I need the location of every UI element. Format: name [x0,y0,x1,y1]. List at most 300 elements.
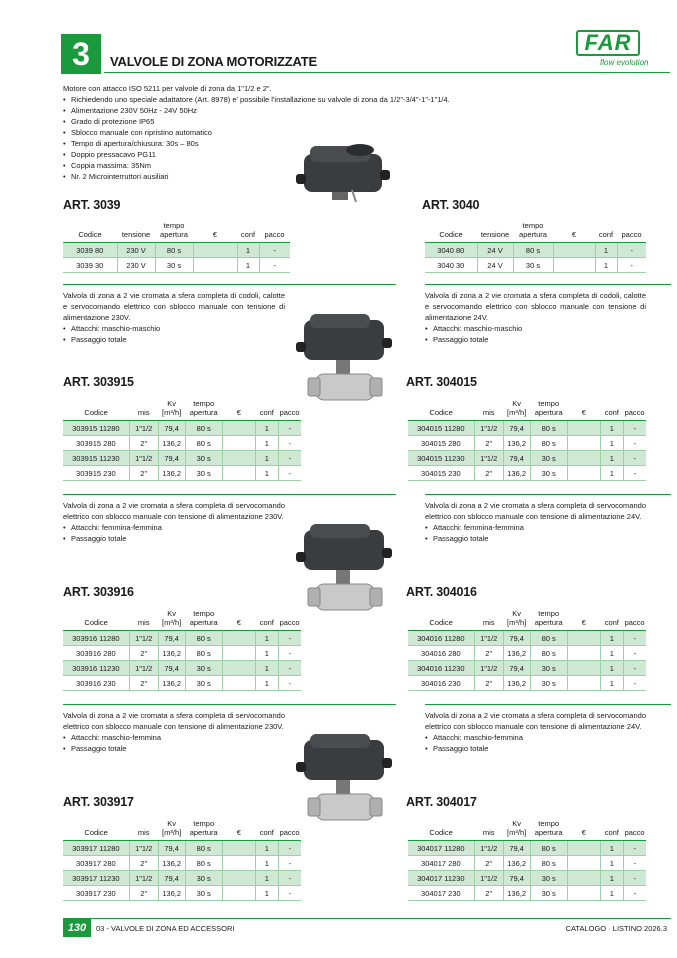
product-table [63,609,301,691]
header-line: pacco [279,618,300,627]
col-conf: conf [237,221,259,243]
header-line: Codice [429,618,453,627]
cell-kv: 136,2 [503,646,530,661]
cell-pacco: - [278,886,301,901]
cell-tempo: 80 s [185,436,222,451]
cell-conf: 1 [255,871,278,886]
description-text: Valvola di zona a 2 vie cromata a sfera completa di servocomando elettrico con sblocco manuale con tensione di alimentazione 24V. [425,501,646,521]
cell-kv: 79,4 [503,841,530,856]
cell-codice: 304016 280 [408,646,474,661]
feature-bullet: • Passaggio totale [63,533,285,544]
intro-bullet: • Richiedendo uno speciale adattatore (Art. 8978) e' possibile l'installazione su valvole di zona da 1/2"-3/4"-1"-1"1/4. [63,94,583,105]
art-title: ART. 303916 [63,585,134,599]
cell-pacco: - [623,466,646,481]
cell-pacco: - [617,258,646,273]
cell-conf: 1 [595,258,617,273]
cell-kv: 136,2 [158,646,185,661]
header-line: pacco [624,408,645,417]
col-tempo [185,609,222,631]
cell-price [567,886,600,901]
cell-price [222,661,255,676]
intro-first-line: Motore con attacco ISO 5211 per valvole di zona da 1"1/2 e 2". [63,84,272,93]
col-tempo [185,819,222,841]
cell-tempo: 30 s [185,871,222,886]
header-line: pacco [279,408,300,417]
cell-kv: 79,4 [158,871,185,886]
cell-conf: 1 [255,436,278,451]
cell-codice: 304017 230 [408,886,474,901]
cell-kv: 136,2 [503,466,530,481]
table-row [63,646,301,661]
art-title: ART. 303915 [63,375,134,389]
header-line: mis [482,408,495,417]
table-row [63,451,301,466]
valve-description [63,290,285,345]
logo-text: FAR [576,30,640,56]
cell-pacco: - [259,243,290,258]
chapter-number: 3 [61,34,101,74]
table-row [408,871,646,886]
header-line: tempo [193,399,215,408]
cell-price [222,421,255,436]
cell-pacco: - [623,631,646,646]
cell-conf: 1 [600,421,623,436]
header-line: tempo [538,399,560,408]
col-codice: Codice [425,221,477,243]
table-row [408,646,646,661]
header-line: apertura [189,618,218,627]
col-kv [158,609,185,631]
section-rule [425,284,671,285]
cell-tensione: 230 V [117,258,155,273]
cell-pacco: - [617,243,646,258]
col-tempo [530,399,567,421]
art-title: ART. 304017 [406,795,477,809]
col-kv [503,819,530,841]
cell-mis: 2" [474,436,503,451]
header-line: conf [259,618,274,627]
cell-pacco: - [278,466,301,481]
cell-tempo: 80 s [185,856,222,871]
art-title: ART. 304016 [406,585,477,599]
cell-conf: 1 [255,466,278,481]
cell-codice: 303915 11280 [63,421,129,436]
col-tensione: tensione [117,221,155,243]
cell-price [222,451,255,466]
cell-codice: 304015 11280 [408,421,474,436]
cell-codice: 3040 80 [425,243,477,258]
cell-tempo: 30 s [185,466,222,481]
feature-bullet: • Passaggio totale [425,743,646,754]
cell-tempo: 80 s [530,631,567,646]
cell-kv: 136,2 [503,436,530,451]
section-rule [63,494,396,495]
cell-codice: 303915 11230 [63,451,129,466]
col-conf [600,819,623,841]
cell-price [222,676,255,691]
cell-kv: 136,2 [158,436,185,451]
cell-pacco: - [278,421,301,436]
cell-tempo: 30 s [530,676,567,691]
cell-conf: 1 [600,886,623,901]
description-text: Valvola di zona a 2 vie cromata a sfera completa di servocomando elettrico con sblocco manuale con tensione di alimentazione 230V. [63,711,285,731]
cell-price [193,258,237,273]
cell-price [193,243,237,258]
cell-conf: 1 [255,631,278,646]
feature-bullets [425,323,646,345]
product-table [408,819,646,901]
cell-codice: 304016 11280 [408,631,474,646]
cell-conf: 1 [255,661,278,676]
feature-bullet: • Passaggio totale [63,334,285,345]
art-title: ART. 303917 [63,795,134,809]
header-line: conf [604,828,619,837]
col-kv [503,399,530,421]
col-conf [255,399,278,421]
cell-codice: 3039 80 [63,243,117,258]
col-mis [474,609,503,631]
cell-price [222,436,255,451]
cell-tempo: 30 s [185,661,222,676]
col-euro [222,609,255,631]
cell-tempo: 30 s [530,661,567,676]
cell-pacco: - [278,676,301,691]
table-row [63,243,290,258]
intro-bullet: • Nr. 2 Microinterruttori ausiliari [63,171,583,182]
cell-kv: 136,2 [158,856,185,871]
intro-bullet: • Coppia massima: 35Nm [63,160,583,171]
section-rule [63,704,396,705]
cell-price [222,886,255,901]
col-codice [408,609,474,631]
col-codice: Codice [63,221,117,243]
header-line: tempo [538,609,560,618]
cell-tensione: 230 V [117,243,155,258]
table-row [63,841,301,856]
cell-conf: 1 [600,646,623,661]
cell-mis: 1"1/2 [129,421,158,436]
cell-kv: 79,4 [503,661,530,676]
header-line: pacco [624,618,645,627]
cell-codice: 304016 11230 [408,661,474,676]
cell-kv: 79,4 [503,631,530,646]
cell-codice: 303916 11280 [63,631,129,646]
cell-codice: 303916 11230 [63,661,129,676]
cell-price [567,841,600,856]
col-euro [222,399,255,421]
description-text: Valvola di zona a 2 vie cromata a sfera completa di codoli, calotte e servocomando elettrico con sblocco manuale con tensione di alimentazione 230V. [63,291,285,322]
cell-tempo: 80 s [185,631,222,646]
cell-tensione: 24 V [477,258,513,273]
table-row [63,631,301,646]
header-line: pacco [624,828,645,837]
cell-conf: 1 [600,871,623,886]
cell-pacco: - [623,661,646,676]
col-codice [408,399,474,421]
chapter-title: VALVOLE DI ZONA MOTORIZZATE [110,54,317,69]
cell-mis: 1"1/2 [129,451,158,466]
cell-conf: 1 [595,243,617,258]
cell-conf: 1 [600,661,623,676]
cell-mis: 2" [129,856,158,871]
header-line: Codice [429,828,453,837]
cell-mis: 2" [474,676,503,691]
table-row [408,436,646,451]
col-codice [63,819,129,841]
valve-image [290,312,400,422]
header-line: Codice [84,408,108,417]
cell-price [222,841,255,856]
product-table [408,609,646,691]
cell-pacco: - [623,871,646,886]
header-line: € [581,828,586,837]
header-line: apertura [534,618,563,627]
col-tempo: tempo apertura [155,221,193,243]
header-line: Kv [512,819,522,828]
col-pacco: pacco [617,221,646,243]
title-rule [104,72,670,73]
col-pacco [623,609,646,631]
header-line: Codice [84,618,108,627]
valve-image [290,522,400,632]
header-line: Codice [84,828,108,837]
cell-kv: 79,4 [158,841,185,856]
cell-codice: 303915 280 [63,436,129,451]
description-text: Valvola di zona a 2 vie cromata a sfera completa di codoli, calotte e servocomando elettrico con sblocco manuale con tensione di alimentazione 24V. [425,291,646,322]
cell-mis: 1"1/2 [474,451,503,466]
cell-codice: 304016 230 [408,676,474,691]
cell-codice: 303917 280 [63,856,129,871]
product-table-3040 [425,221,646,273]
cell-tempo: 80 s [530,841,567,856]
header-line: mis [137,828,150,837]
col-euro [567,399,600,421]
col-mis [129,819,158,841]
cell-kv: 136,2 [503,676,530,691]
cell-price [553,258,595,273]
header-line: € [236,408,241,417]
cell-price [222,871,255,886]
cell-mis: 1"1/2 [129,841,158,856]
feature-bullet: • Passaggio totale [425,334,646,345]
cell-price [567,856,600,871]
table-row [425,243,646,258]
cell-tempo: 80 s [530,856,567,871]
product-table-3039 [63,221,290,273]
page-number: 130 [63,919,91,937]
table-row [408,841,646,856]
feature-bullet: • Attacchi: maschio-maschio [63,323,285,334]
logo-tagline: flow evolution [600,58,649,67]
cell-kv: 136,2 [158,466,185,481]
cell-pacco: - [278,871,301,886]
description-text: Valvola di zona a 2 vie cromata a sfera completa di servocomando elettrico con sblocco manuale con tensione di alimentazione 24V. [425,711,646,731]
col-euro [567,609,600,631]
header-line: Kv [512,609,522,618]
intro-bullet: • Doppio pressacavo PG11 [63,149,583,160]
table-row [63,466,301,481]
valve-description [63,710,285,754]
cell-tempo: 80 s [530,646,567,661]
cell-tempo: 80 s [185,841,222,856]
header-line: mis [137,618,150,627]
valve-description [425,710,646,754]
feature-bullet: • Attacchi: maschio-femmina [425,732,646,743]
footer-catalog-label: CATALOGO · LISTINO 2026.3 [565,924,667,933]
cell-conf: 1 [600,856,623,871]
cell-pacco: - [259,258,290,273]
table-row [408,631,646,646]
header-line: apertura [189,828,218,837]
col-codice [408,819,474,841]
intro-bullet: • Sblocco manuale con ripristino automatico [63,127,583,138]
col-kv [503,609,530,631]
cell-pacco: - [623,646,646,661]
header-line: [m³/h] [507,408,527,417]
col-conf: conf [595,221,617,243]
cell-tempo: 30 s [155,258,193,273]
feature-bullet: • Attacchi: femmina-femmina [425,522,646,533]
cell-kv: 79,4 [158,451,185,466]
col-euro [222,819,255,841]
valve-image [290,732,400,842]
cell-mis: 2" [474,646,503,661]
section-rule [63,284,396,285]
cell-mis: 2" [129,466,158,481]
feature-bullets [63,522,285,544]
col-euro: € [553,221,595,243]
valve-description [425,500,646,544]
cell-kv: 79,4 [503,421,530,436]
cell-pacco: - [623,676,646,691]
header-line: [m³/h] [162,828,182,837]
col-tempo: tempo apertura [513,221,553,243]
header-line: € [581,618,586,627]
col-conf [255,609,278,631]
col-mis [129,399,158,421]
table-row [63,856,301,871]
cell-tempo: 30 s [185,451,222,466]
actuator-image [292,140,398,206]
cell-mis: 2" [474,886,503,901]
col-mis [474,399,503,421]
col-tempo [185,399,222,421]
feature-bullet: • Attacchi: maschio-femmina [63,732,285,743]
cell-price [567,451,600,466]
header-line: € [581,408,586,417]
cell-price [567,436,600,451]
col-codice [63,399,129,421]
table-row [408,421,646,436]
cell-codice: 3039 30 [63,258,117,273]
header-line: [m³/h] [507,618,527,627]
cell-kv: 136,2 [503,886,530,901]
header-line: conf [604,408,619,417]
cell-price [222,646,255,661]
cell-pacco: - [278,646,301,661]
cell-codice: 304017 11280 [408,841,474,856]
col-tensione: tensione [477,221,513,243]
feature-bullets [425,732,646,754]
product-table [408,399,646,481]
cell-codice: 303917 11280 [63,841,129,856]
col-pacco: pacco [259,221,290,243]
header-line: tempo [538,819,560,828]
cell-conf: 1 [255,646,278,661]
col-kv [158,399,185,421]
cell-mis: 2" [474,856,503,871]
cell-kv: 136,2 [503,856,530,871]
product-table [63,819,301,901]
col-conf [255,819,278,841]
cell-mis: 1"1/2 [474,871,503,886]
cell-price [222,631,255,646]
table-row [408,886,646,901]
cell-price [222,466,255,481]
cell-codice: 303915 230 [63,466,129,481]
cell-codice: 303917 11230 [63,871,129,886]
cell-price [567,871,600,886]
valve-description [425,290,646,345]
table-row [63,258,290,273]
cell-kv: 136,2 [158,676,185,691]
cell-pacco: - [623,436,646,451]
cell-pacco: - [623,421,646,436]
cell-price [567,631,600,646]
cell-tempo: 80 s [185,646,222,661]
cell-price [567,646,600,661]
cell-mis: 1"1/2 [129,661,158,676]
table-row [63,676,301,691]
cell-tempo: 80 s [513,243,553,258]
cell-pacco: - [623,856,646,871]
cell-codice: 303917 230 [63,886,129,901]
cell-kv: 79,4 [158,661,185,676]
description-text: Valvola di zona a 2 vie cromata a sfera completa di servocomando elettrico con sblocco manuale con tensione di alimentazione 230V. [63,501,285,521]
header-line: Kv [167,399,177,408]
header-line: conf [259,408,274,417]
cell-mis: 2" [129,646,158,661]
table-row [63,436,301,451]
cell-price [553,243,595,258]
col-tempo [530,609,567,631]
cell-kv: 136,2 [158,886,185,901]
cell-tempo: 30 s [530,886,567,901]
header-line: conf [259,828,274,837]
art-title: ART. 304015 [406,375,477,389]
cell-tempo: 80 s [155,243,193,258]
footer-section-label: 03 - VALVOLE DI ZONA ED ACCESSORI [96,924,235,933]
cell-conf: 1 [600,436,623,451]
cell-conf: 1 [600,451,623,466]
table-row [408,466,646,481]
col-euro: € [193,221,237,243]
cell-price [567,466,600,481]
cell-pacco: - [278,856,301,871]
cell-mis: 1"1/2 [129,871,158,886]
cell-price [567,661,600,676]
header-line: Codice [429,408,453,417]
header-line: mis [482,828,495,837]
feature-bullet: • Passaggio totale [63,743,285,754]
cell-pacco: - [278,631,301,646]
feature-bullet: • Attacchi: femmina-femmina [63,522,285,533]
table-row [408,451,646,466]
header-line: mis [137,408,150,417]
header-line: Kv [167,819,177,828]
cell-mis: 1"1/2 [474,661,503,676]
cell-tempo: 30 s [530,451,567,466]
